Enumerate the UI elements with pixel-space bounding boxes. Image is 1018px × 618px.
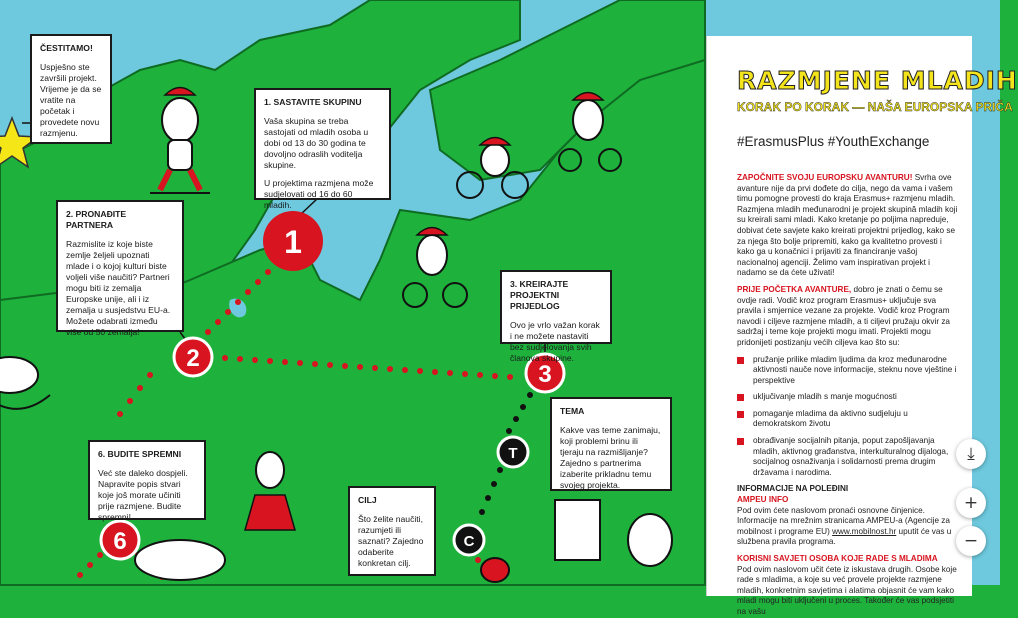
plus-icon: + — [963, 493, 979, 513]
step3-title: 3. KREIRAJTE PROJEKTNI PRIJEDLOG — [510, 279, 569, 311]
step3-box — [500, 270, 612, 363]
congratulations-title: ČESTITAMO! — [40, 43, 93, 53]
collapse-icon: ⤓ — [967, 444, 975, 464]
before-paragraph — [737, 285, 958, 349]
step-marker-2 — [174, 338, 212, 376]
goal-title: CILJ — [358, 495, 377, 505]
step2-title: 2. PRONAĐITE PARTNERA — [66, 209, 127, 230]
goal-box — [348, 486, 436, 576]
congratulations-box — [30, 34, 112, 144]
step1-box — [254, 88, 391, 210]
ampeu-heading: AMPEU INFO — [737, 495, 789, 505]
topic-box — [550, 397, 672, 491]
svg-text:3: 3 — [538, 361, 552, 388]
collapse-button[interactable] — [956, 439, 986, 469]
ampeu-text: Pod ovim ćete naslovom pronaći osnovne činjenice. Informacije na mrežnim stranicama AMPEU-a (Agencije za mobilnost i programe EU) — [737, 505, 950, 536]
step2-text: Razmislite iz koje biste zemlje željeli upoznati mlade i o kojoj kulturi biste voljeli više naučiti? Partneri mogu biti iz zemalja Europske unije, ali i iz zemalja u susjedstvu EU-a. Možete odabrati između više od 50 zemalja! — [66, 239, 171, 337]
zoom-in-button[interactable] — [956, 488, 986, 518]
goal-marker-c — [454, 525, 484, 555]
step-marker-6 — [101, 521, 139, 559]
ampeu-text-2: uputit će vas u službena pravila programa. — [737, 526, 952, 547]
step1-title: 1. SASTAVITE SKUPINU — [264, 97, 362, 107]
list-item: pružanje prilike mladim ljudima da kroz međunarodne aktivnosti nauče nove informacije, steknu nove vještine i perspektive — [737, 355, 958, 387]
ampeu-paragraph — [737, 506, 958, 548]
list-item: uključivanje mladih s manje mogućnosti — [737, 392, 958, 403]
svg-text:1: 1 — [284, 224, 302, 260]
intro-paragraph — [737, 173, 958, 279]
info-heading: INFORMACIJE NA POLEĐINI — [737, 484, 849, 494]
panel-subtitle: KORAK PO KORAK — NAŠA EUROPSKA PRIČA — [737, 100, 1013, 114]
svg-text:C: C — [463, 533, 475, 550]
list-item: obrađivanje socijalnih pitanja, poput zapošljavanja mladih, aktivnog građanstva, interkulturalnog dijaloga, socijalnog osnaživanja i solidarnosti prema drugim državama i narodima. — [737, 436, 958, 478]
step3-text: Ovo je vrlo važan korak i ne možete nastaviti bez sudjelovanja svih članova skupine. — [510, 320, 600, 363]
tips-heading: KORISNI SAVJETI OSOBA KOJE RADE S MLADIMA — [737, 554, 938, 563]
before-lead: PRIJE POČETKA AVANTURE, — [737, 284, 852, 294]
list-item: pomaganje mladima da aktivno sudjeluju u demokratskom životu — [737, 409, 958, 430]
svg-text:6: 6 — [113, 528, 127, 555]
cat-character-icon — [481, 558, 509, 582]
step1-text: Vaša skupina se treba sastojati od mladih osoba u dobi od 13 do 30 godina te dovoljno odraslih voditelja skupine. — [264, 116, 369, 170]
intro-text: Svrha ove avanture nije da prvi dođete do cilja, nego da vama i vašem timu pomogne provesti do kraja Erasmus+ razmjenu mladih. Razmjena mladih međunarodni je projekt skupină mladih koji su kreirali sami mladi. Kako kretanje po poljima napreduje, dobivat ćete savjete kako kreirati projektni prijedlog, kako se za njega što bolje pripremiti, kako ga kvalitetno provesti i kako ga u konačnici i prijaviti za financiranje vašoj nacionalnoj agenciji. Želimo vam inspirativan projekt i nadamo se da ćete uživati! — [737, 173, 958, 278]
before-text: dobro je znati o čemu se ovdje radi. Vodič kroz program Erasmus+ uključuje sva pravila i smjernice vezane za projekte. Vodič kroz Program navodi i ciljeve razmjene mladih, a ti ciljevi pružaju okvir za sadržaj i teme koje projekti mogu imati. Projekti mogu pridonijeti postizanju većih ciljeva kao što su: — [737, 284, 950, 347]
hashtags: #ErasmusPlus #YouthExchange — [737, 134, 930, 149]
congratulations-text: Uspješno ste završili projekt. Vrijeme je da se vratite na početak i provedete novu razmjenu. — [40, 62, 102, 138]
topic-title: TEMA — [560, 406, 585, 416]
panel-title: RAZMJENE MLADIH — [737, 66, 1018, 95]
panel-body — [737, 173, 958, 618]
ampeu-link[interactable]: www.mobilnost.hr — [832, 526, 897, 536]
step1-text-2: U projektima razmjena može sudjelovati od 16 do 60 mladih. — [264, 178, 374, 210]
step6-box — [88, 440, 206, 520]
step2-box — [56, 200, 184, 337]
svg-text:T: T — [508, 445, 518, 462]
tips-text: Pod ovim naslovom učit ćete iz iskustava drugih. Osobe koje rade s mladima, a koje su već provele projekte razmjene mladih, konkretnim savjetima i alatima objasnit će vam kako mladi mogu biti uključeni u proces. Također će vas podsjetiti na vašu — [737, 564, 957, 616]
step6-text: Već ste daleko dospjeli. Napravite popis stvari koje još morate učiniti prije razmjene. Budite spremni! — [98, 468, 188, 522]
topic-text: Kakve vas teme zanimaju, koji problemi brinu ili tjeraju na razmišljanje? Zajedno s partnerima izaberite prikladnu temu svojeg projekta. — [560, 425, 661, 490]
goal-text: Što želite naučiti, razumjeti ili saznati? Zajedno odaberite konkretan cilj. — [358, 514, 424, 568]
rider-character-icon — [135, 540, 225, 580]
svg-text:2: 2 — [186, 345, 200, 372]
intro-lead: ZAPOČNITE SVOJU EUROPSKU AVANTURU! — [737, 173, 913, 182]
zoom-out-button[interactable] — [956, 526, 986, 556]
topic-marker-t — [498, 437, 528, 467]
minus-icon: − — [963, 531, 979, 551]
step6-title: 6. BUDITE SPREMNI — [98, 449, 182, 459]
step-marker-1 — [263, 211, 323, 271]
info-panel — [706, 36, 1018, 616]
goals-list — [737, 355, 958, 479]
